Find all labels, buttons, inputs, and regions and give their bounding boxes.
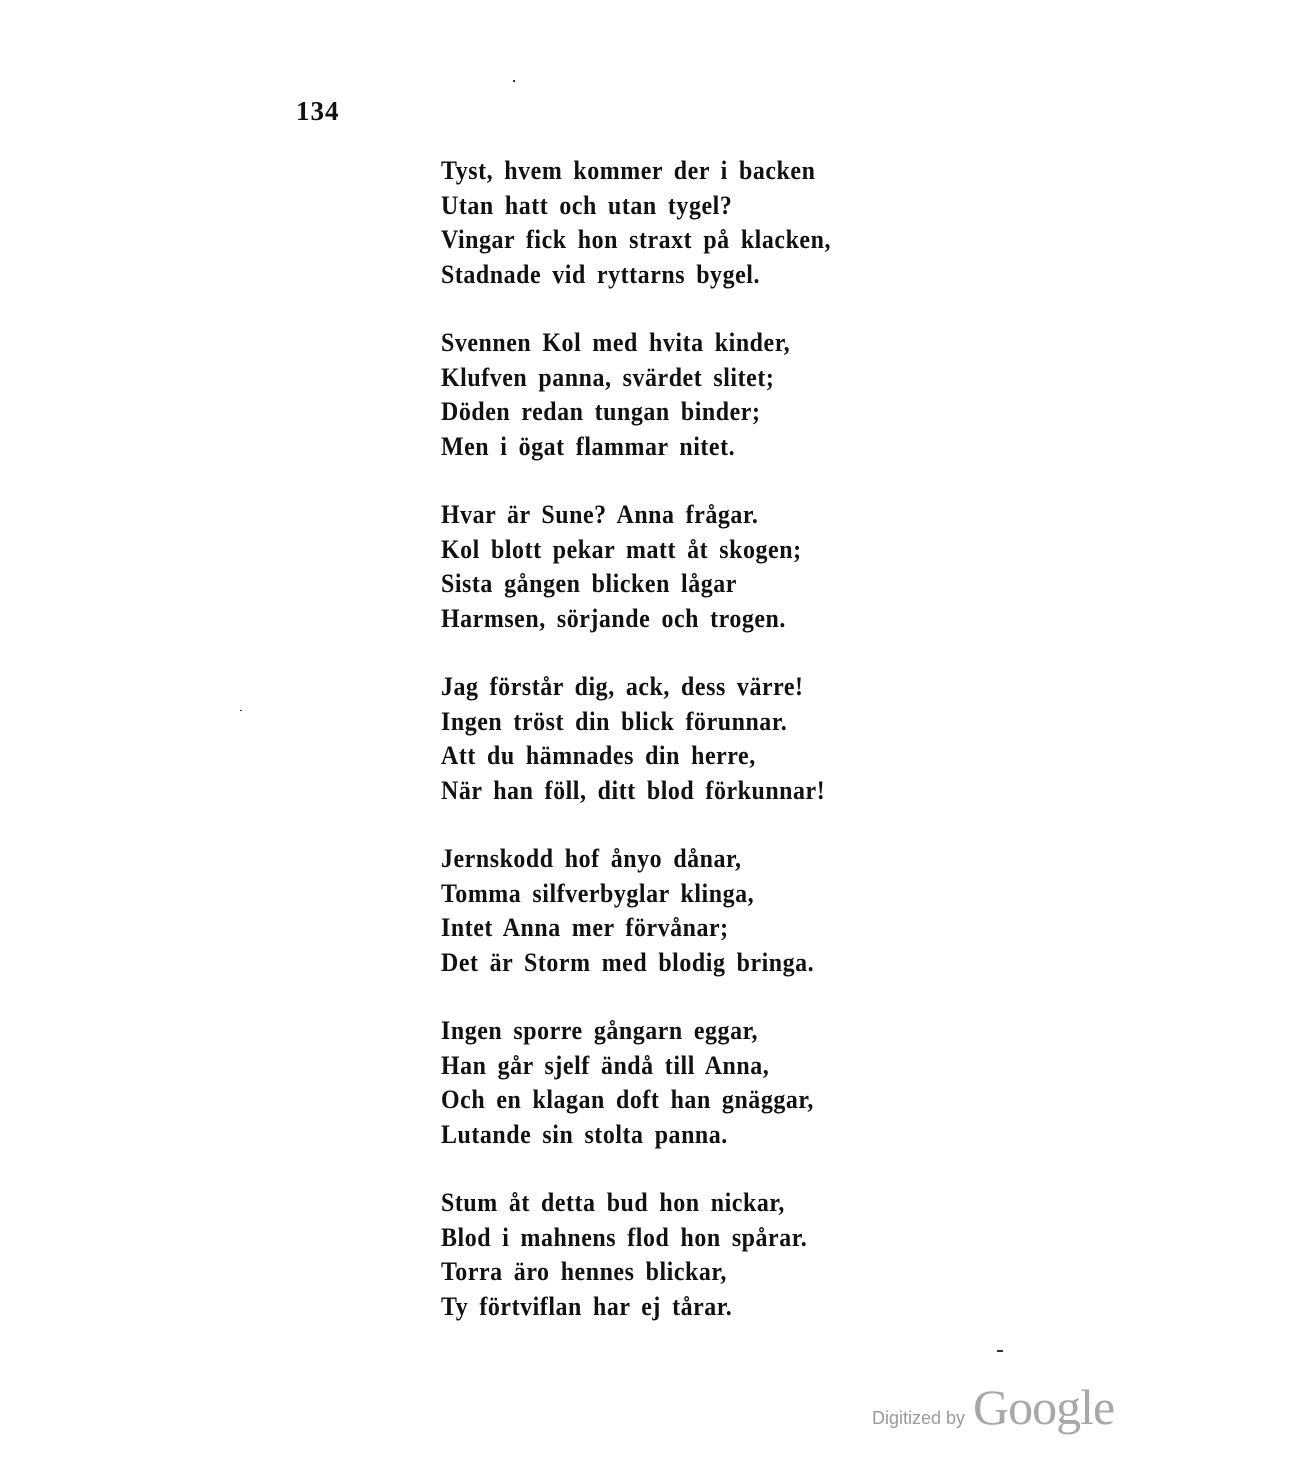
stanza <box>441 326 1041 464</box>
poem-line: Att du hämnades din herre, <box>441 741 756 770</box>
poem-line: Svennen Kol med hvita kinder, <box>441 328 791 357</box>
stanza <box>441 1014 1041 1152</box>
poem-line: Men i ögat flammar nitet. <box>441 431 736 461</box>
poem-line: Stum åt detta bud hon nickar, <box>441 1188 785 1217</box>
poem-line: Hvar är Sune? Anna frågar. <box>441 500 759 529</box>
poem-line: Intet Anna mer förvånar; <box>441 913 729 942</box>
stanza <box>441 670 1041 808</box>
poem-line: Harmsen, sörjande och trogen. <box>441 603 786 633</box>
page-number: 134 <box>296 96 340 126</box>
poem-line: Utan hatt och utan tygel? <box>441 190 733 220</box>
stanza <box>441 842 1041 980</box>
poem-line: Torra äro hennes blickar, <box>441 1257 727 1286</box>
poem-line: Ingen sporre gångarn eggar, <box>441 1016 759 1045</box>
poem-line: Ingen tröst din blick förunnar. <box>441 706 788 736</box>
poem-line: Blod i mahnens flod hon spårar. <box>441 1222 808 1252</box>
poem-line: Döden redan tungan binder; <box>441 397 761 426</box>
poem-line: Sista gången blicken lågar <box>441 569 737 598</box>
poem-line: Lutande sin stolta panna. <box>441 1119 728 1149</box>
poem-line: Vingar fick hon straxt på klacken, <box>441 225 831 254</box>
poem-line: Kol blott pekar matt åt skogen; <box>441 534 802 564</box>
poem-line: Stadnade vid ryttarns bygel. <box>441 259 760 289</box>
stanza <box>441 154 1041 292</box>
poem-line: Tomma silfverbyglar klinga, <box>441 878 755 908</box>
watermark-prefix: Digitized by <box>872 1408 966 1428</box>
google-logo: Google <box>973 1379 1115 1435</box>
scan-speck <box>513 80 515 82</box>
scan-speck <box>997 1350 1003 1352</box>
poem-line: Klufven panna, svärdet slitet; <box>441 362 775 392</box>
poem-line: Och en klagan doft han gnäggar, <box>441 1085 814 1114</box>
poem-line: Jag förstår dig, ack, dess värre! <box>441 672 804 701</box>
scan-speck <box>240 710 242 711</box>
poem <box>441 154 1041 1358</box>
stanza <box>441 498 1041 636</box>
poem-line: Tyst, hvem kommer der i backen <box>441 156 816 185</box>
stanza <box>441 1186 1041 1324</box>
digitized-watermark <box>872 1378 1114 1436</box>
poem-line: Det är Storm med blodig bringa. <box>441 947 815 977</box>
poem-line: Ty förtviflan har ej tårar. <box>441 1291 733 1321</box>
poem-line: När han föll, ditt blod förkunnar! <box>441 775 826 805</box>
poem-line: Han går sjelf ändå till Anna, <box>441 1050 770 1080</box>
poem-line: Jernskodd hof ånyo dånar, <box>441 844 742 873</box>
